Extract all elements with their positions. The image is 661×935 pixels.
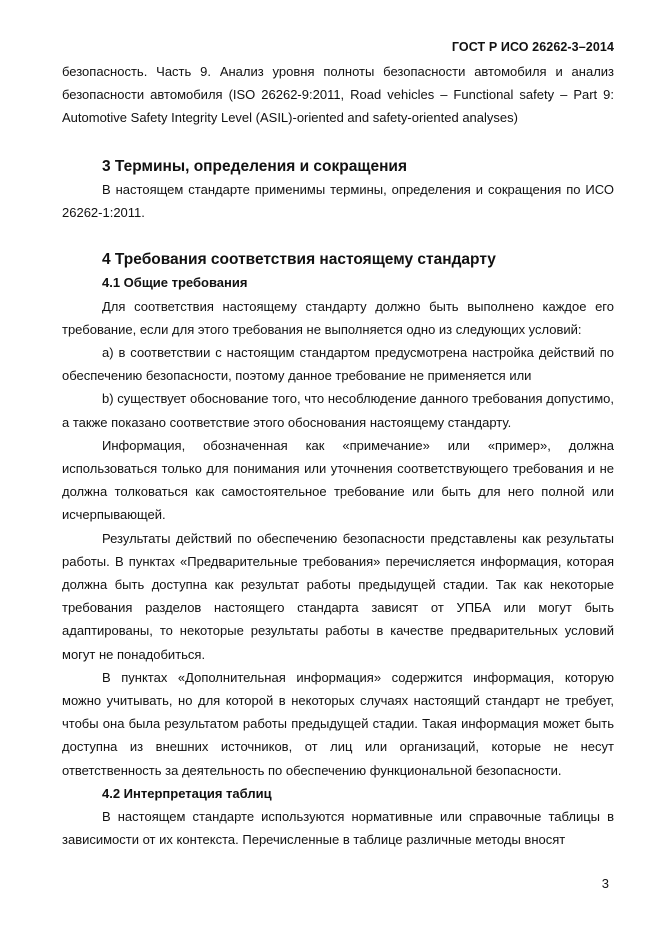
paragraph: В пунктах «Дополнительная информация» содержится информация, которую можно учитывать, но для которой в некоторых случаях настоящий стандарт не требует, чтобы она была результатом работы предыдущей стадии. Такая информация может быть доступна из внешних источников, от лиц или организаций, которые не несут ответственность за деятельность по обеспечению функциональной безопасности. xyxy=(62,669,614,778)
paragraph: Информация, обозначенная как «примечание» или «пример», должна использоваться только для понимания или уточнения соответствующего требования и не должна толковаться как самостоятельное требование или быть для него полной или исчерпывающей. xyxy=(62,437,614,523)
section-3-paragraph: В настоящем стандарте применимы термины, определения и сокращения по ИСО 26262-1:2011. xyxy=(62,181,614,221)
section-4-title: 4 Требования соответствия настоящему стандарту xyxy=(102,251,496,269)
subsection-4-1-title: 4.1 Общие требования xyxy=(102,275,248,291)
page-content xyxy=(62,60,614,852)
document-header: ГОСТ Р ИСО 26262-3–2014 xyxy=(451,40,614,54)
subsection-4-2-title: 4.2 Интерпретация таблиц xyxy=(102,785,272,801)
intro-paragraph: безопасность. Часть 9. Анализ уровня полноты безопасности автомобиля и анализ безопасности автомобиля (ISO 26262-9:2011, Road vehicles – Functional safety – Part 9: Automotive Safety Integrity Level (ASIL)-oriented and safety-oriented analyses) xyxy=(62,64,614,126)
page-number: 3 xyxy=(601,876,609,891)
list-item-b: b) существует обоснование того, что несоблюдение данного требования допустимо, а также показано соответствие этого обоснования настоящему стандарту. xyxy=(62,391,614,430)
paragraph: В настоящем стандарте используются нормативные или справочные таблицы в зависимости от их контекста. Перечисленные в таблице различные методы вносят xyxy=(62,809,614,848)
paragraph: Результаты действий по обеспечению безопасности представлены как результаты работы. В пунктах «Предварительные требования» перечисляется информация, которая должна быть доступна как результат работы предыдущей стадии. Так как некоторые требования разделов настоящего стандарта зависят от УПБА или могут быть адаптированы, то некоторые результаты работы в качестве предварительных условий могут не понадобиться. xyxy=(62,530,614,662)
list-item-a: а) в соответствии с настоящим стандартом предусмотрена настройка действий по обеспечению безопасности, поэтому данное требование не применяется или xyxy=(62,345,614,384)
paragraph: Для соответствия настоящему стандарту должно быть выполнено каждое его требование, если для этого требования не выполняется одно из следующих условий: xyxy=(62,298,614,337)
section-3-title: 3 Термины, определения и сокращения xyxy=(102,157,407,175)
